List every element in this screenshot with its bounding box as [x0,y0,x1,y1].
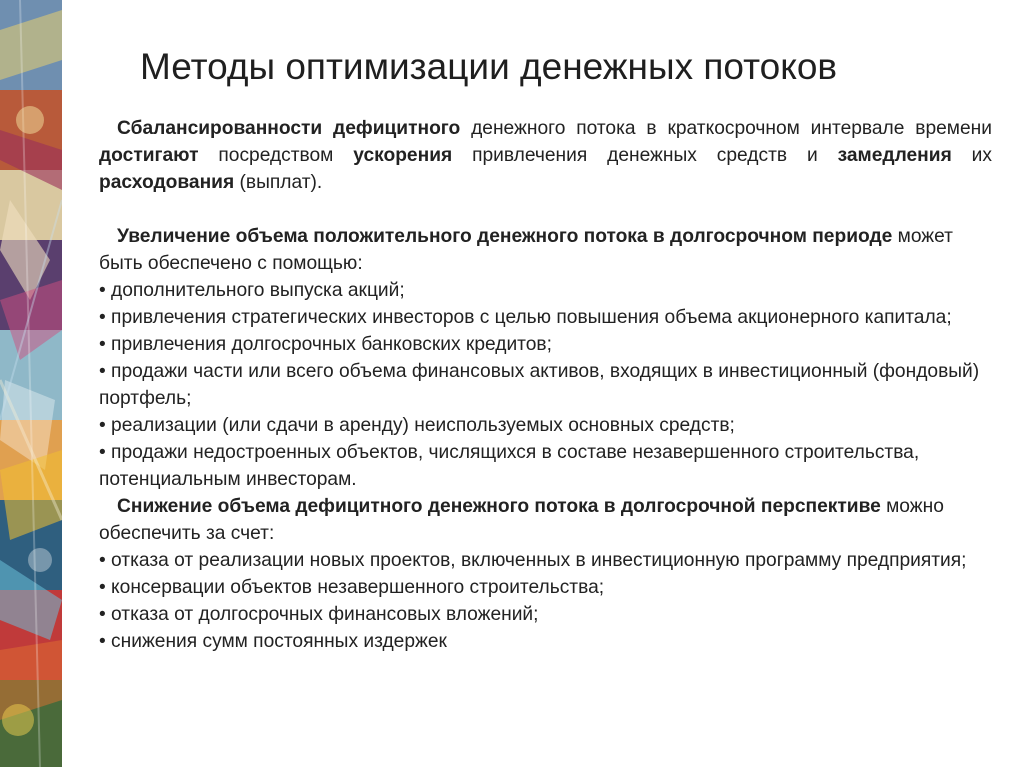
paragraph-decrease-heading [99,493,992,547]
text: посредством [198,145,354,166]
list-item: • снижения сумм постоянных издержек [99,631,447,652]
text-bold: Увеличение объема положительного денежного потока в долгосрочном периоде [117,226,893,247]
list-item: • привлечения стратегических инвесторов с целью повышения объема акционерного капитала; [99,307,952,328]
list-item: • продажи части или всего объема финансовых активов, входящих в инвестиционный (фондовый) портфель; [99,361,980,409]
list-item: • реализации (или сдачи в аренду) неиспользуемых основных средств; [99,415,735,436]
text: привлечения денежных средств и [452,145,838,166]
list-item: • дополнительного выпуска акций; [99,280,405,301]
spacer [99,196,992,223]
list-item: • консервации объектов незавершенного строительства; [99,577,605,598]
list-item: • продажи недостроенных объектов, числящихся в составе незавершенного строительства, потенциальным инвесторам. [99,442,920,490]
text-bold: Снижение объема дефицитного денежного потока в долгосрочной перспективе [117,496,881,517]
text: их [951,145,992,166]
list-item: • привлечения долгосрочных банковских кредитов; [99,334,552,355]
slide-title: Методы оптимизации денежных потоков [140,46,838,87]
text-bold: ускорения [353,145,453,166]
text-bold: замедления [837,145,952,166]
text: может быть обеспечено с помощью: [99,226,953,274]
list-item: • отказа от реализации новых проектов, включенных в инвестиционную программу предприятия; [99,550,967,571]
paragraph-balance [99,115,992,196]
list-item: • отказа от долгосрочных финансовых вложений; [99,604,539,625]
text-bold: расходования [99,172,235,193]
slide-body [99,115,992,655]
text-bold: Сбалансированности дефицитного [117,118,461,139]
text-bold: достигают [99,145,199,166]
text: денежного потока в краткосрочном интервале времени [460,118,992,139]
text: (выплат). [234,172,323,193]
paragraph-increase-heading [99,223,992,277]
text: можно обеспечить за счет: [99,496,944,544]
decorative-side-art-image [0,0,62,767]
